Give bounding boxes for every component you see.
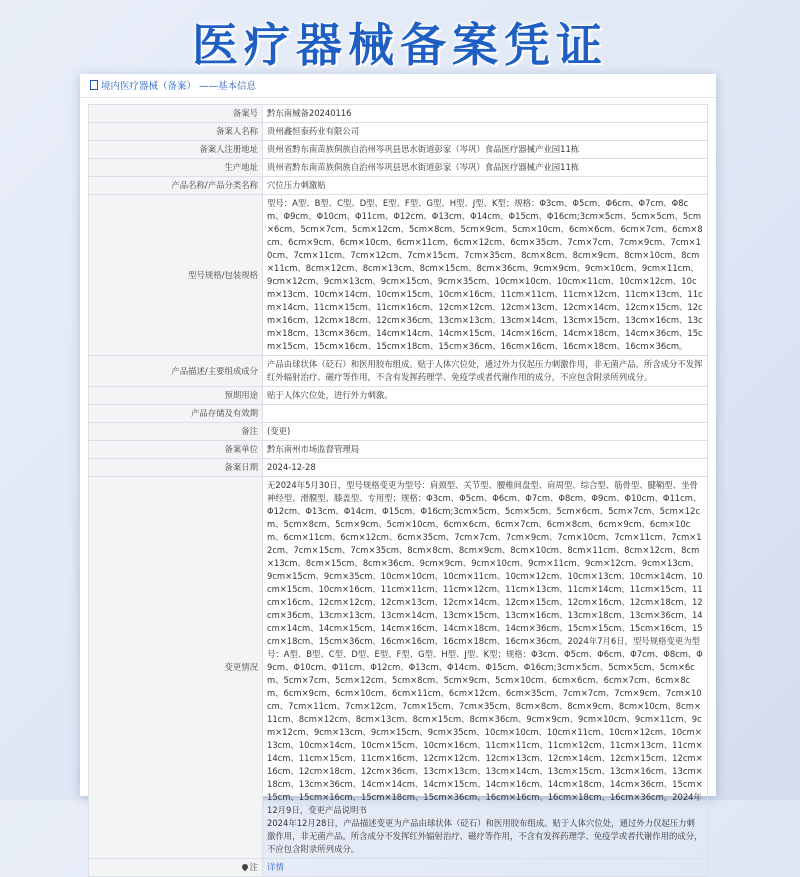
value-filing-date: 2024-12-28 <box>263 459 708 477</box>
value-filing-number: 黔东南械备20240116 <box>263 105 708 123</box>
value-production-address: 贵州省黔东南苗族侗族自治州岑巩县思水街道彭家（岑巩）食品医疗器械产业园11栋 <box>263 159 708 177</box>
label-change-history: 变更情况 <box>89 477 263 859</box>
breadcrumb-current: 基本信息 <box>218 81 257 92</box>
banner-title: 医疗器械备案凭证 <box>192 18 608 72</box>
label-note <box>89 859 263 877</box>
row-filing-authority <box>89 441 708 459</box>
value-filing-authority: 黔东南州市场监督管理局 <box>263 441 708 459</box>
row-note <box>89 859 708 877</box>
value-intended-use: 贴于人体穴位处，进行外力刺激。 <box>263 387 708 405</box>
details-link[interactable]: 详情 <box>267 862 284 872</box>
breadcrumb <box>80 74 716 98</box>
label-filer-name: 备案人名称 <box>89 123 263 141</box>
row-change-history <box>89 477 708 859</box>
value-note <box>263 859 708 877</box>
row-remarks <box>89 423 708 441</box>
value-registered-address: 贵州省黔东南苗族侗族自治州岑巩县思水街道彭家（岑巩）食品医疗器械产业园11栋 <box>263 141 708 159</box>
label-note-text: 注 <box>249 862 258 872</box>
value-model-spec: 型号：A型、B型、C型、D型、E型、F型、G型、H型、J型、K型；规格：Φ3cm、Φ5cm、Φ6cm、Φ7cm、Φ8cm、Φ9cm、Φ10cm、Φ11cm、Φ12cm、Φ13cm、Φ14cm、Φ15cm、Φ16cm;3cm×5cm、5cm×5cm、5cm×6cm、5cm×7cm、5cm×12cm、5cm×8cm、5cm×9cm、5cm×10cm、6cm×6cm、6cm×7cm、6cm×8cm、6cm×9cm、6cm×10cm、6cm×11cm、6cm×12cm、6cm×35cm、7cm×7cm、7cm×9cm、7cm×10cm、7cm×11cm、7cm×12cm、7cm×15cm、7cm×35cm、8cm×8cm、8cm×9cm、8cm×10cm、8cm×11cm、8cm×12cm、8cm×13cm、8cm×15cm、8cm×36cm、9cm×9cm、9cm×10cm、9cm×11cm、9cm×12cm、9cm×13cm、9cm×15cm、9cm×35cm、10cm×10cm、10cm×11cm、10cm×12cm、10cm×13cm、10cm×14cm、10cm×15cm、10cm×16cm、11cm×11cm、11cm×12cm、11cm×13cm、11cm×14cm、11cm×15cm、11cm×16cm、12cm×12cm、12cm×13cm、12cm×14cm、12cm×15cm、12cm×16cm、12cm×18cm、12cm×36cm、13cm×13cm、13cm×14cm、13cm×15cm、13cm×16cm、13cm×18cm、13cm×36cm、14cm×14cm、14cm×15cm、14cm×16cm、14cm×18cm、14cm×36cm、15cm×15cm、15cm×16cm、15cm×18cm、15cm×36cm、16cm×16cm、16cm×18cm、16cm×36cm。 <box>263 195 708 356</box>
label-production-address: 生产地址 <box>89 159 263 177</box>
label-intended-use: 预期用途 <box>89 387 263 405</box>
row-product-description <box>89 356 708 387</box>
row-registered-address <box>89 141 708 159</box>
document-icon <box>90 80 98 90</box>
label-remarks: 备注 <box>89 423 263 441</box>
row-model-spec <box>89 195 708 356</box>
breadcrumb-section-link[interactable]: 境内医疗器械（备案） <box>101 81 197 92</box>
label-filing-date: 备案日期 <box>89 459 263 477</box>
info-table <box>88 104 708 877</box>
row-filing-date <box>89 459 708 477</box>
label-model-spec: 型号规格/包装规格 <box>89 195 263 356</box>
label-filing-number: 备案号 <box>89 105 263 123</box>
label-product-description: 产品描述/主要组成成分 <box>89 356 263 387</box>
value-remarks: (变更) <box>263 423 708 441</box>
label-storage-validity: 产品存储及有效期 <box>89 405 263 423</box>
row-intended-use <box>89 387 708 405</box>
label-filing-authority: 备案单位 <box>89 441 263 459</box>
value-change-history: 无2024年5月30日，型号规格变更为型号：肩颈型、关节型、腰椎间盘型、肩周型、综合型、筋骨型、腱鞘型、坐骨神经型、滑膜型、膝盖型、专用型；规格：Φ3cm、Φ5cm、Φ6cm、Φ7cm、Φ8cm、Φ9cm、Φ10cm、Φ11cm、Φ12cm、Φ13cm、Φ14cm、Φ15cm、Φ16cm;3cm×5cm、5cm×5cm、5cm×6cm、5cm×7cm、5cm×12cm、5cm×8cm、5cm×9cm、5cm×10cm、6cm×6cm、6cm×7cm、6cm×8cm、6cm×9cm、6cm×10cm、6cm×11cm、6cm×12cm、6cm×35cm、7cm×7cm、7cm×9cm、7cm×10cm、7cm×11cm、7cm×12cm、7cm×15cm、7cm×35cm、8cm×8cm、8cm×9cm、8cm×10cm、8cm×11cm、8cm×12cm、8cm×13cm、8cm×15cm、8cm×36cm、9cm×9cm、9cm×10cm、9cm×11cm、9cm×12cm、9cm×13cm、9cm×15cm、9cm×35cm、10cm×10cm、10cm×11cm、10cm×12cm、10cm×13cm、10cm×14cm、10cm×15cm、10cm×16cm、11cm×11cm、11cm×12cm、11cm×13cm、11cm×14cm、11cm×15cm、11cm×16cm、12cm×12cm、12cm×13cm、12cm×14cm、12cm×15cm、12cm×16cm、12cm×18cm、12cm×36cm、13cm×13cm、13cm×14cm、13cm×15cm、13cm×16cm、13cm×18cm、13cm×36cm、14cm×14cm、14cm×15cm、14cm×16cm、14cm×18cm、14cm×36cm、15cm×15cm、15cm×16cm、15cm×18cm、15cm×36cm、16cm×16cm、16cm×18cm、16cm×36cm。2024年7月6日，型号规格变更为型号：A型、B型、C型、D型、E型、F型、G型、H型、J型、K型；规格：Φ3cm、Φ5cm、Φ6cm、Φ7cm、Φ8cm、Φ9cm、Φ10cm、Φ11cm、Φ12cm、Φ13cm、Φ14cm、Φ15cm、Φ16cm;3cm×5cm、5cm×5cm、5cm×6cm、5cm×7cm、5cm×12cm、5cm×8cm、5cm×9cm、5cm×10cm、6cm×6cm、6cm×7cm、6cm×8cm、6cm×9cm、6cm×10cm、6cm×11cm、6cm×12cm、6cm×35cm、7cm×7cm、7cm×9cm、7cm×10cm、7cm×11cm、7cm×12cm、7cm×15cm、7cm×35cm、8cm×8cm、8cm×9cm、8cm×10cm、8cm×11cm、8cm×12cm、8cm×13cm、8cm×15cm、8cm×36cm、9cm×9cm、9cm×10cm、9cm×11cm、9cm×12cm、9cm×13cm、9cm×15cm、9cm×35cm、10cm×10cm、10cm×11cm、10cm×12cm、10cm×13cm、10cm×14cm、10cm×15cm、10cm×16cm、11cm×11cm、11cm×12cm、11cm×13cm、11cm×14cm、11cm×15cm、11cm×16cm、12cm×12cm、12cm×13cm、12cm×14cm、12cm×15cm、12cm×16cm、12cm×18cm、12cm×36cm、13cm×13cm、13cm×14cm、13cm×15cm、13cm×16cm、13cm×18cm、13cm×36cm、14cm×14cm、14cm×15cm、14cm×16cm、14cm×18cm、14cm×36cm、15cm×15cm、15cm×16cm、15cm×18cm、15cm×36cm、16cm×16cm、16cm×18cm、16cm×36cm。2024年12月9日，变更产品说明书 2024年12月28日，产品描述变更为产品由球状体（砭石）和医用胶布组成。贴于人体穴位处，通过外力仅起压力刺激作用，非无菌产品。所含成分不发挥红外辐射治疗、磁疗等作用，不含有发挥药理学、免疫学或者代谢作用的成分，不应包含附录所列成分。 <box>263 477 708 859</box>
value-product-description: 产品由球状体（砭石）和医用胶布组成。贴于人体穴位处，通过外力仅起压力刺激作用，非无菌产品。所含成分不发挥红外辐射治疗、磁疗等作用，不含有发挥药理学、免疫学或者代谢作用的成分，不应包含附录所列成分。 <box>263 356 708 387</box>
row-production-address <box>89 159 708 177</box>
row-filer-name <box>89 123 708 141</box>
row-product-name <box>89 177 708 195</box>
label-product-name: 产品名称/产品分类名称 <box>89 177 263 195</box>
value-filer-name: 贵州鑫恒泰药业有限公司 <box>263 123 708 141</box>
pin-icon <box>240 863 248 871</box>
record-page <box>80 74 716 872</box>
row-filing-number <box>89 105 708 123</box>
breadcrumb-separator: —— <box>199 81 219 92</box>
value-product-name: 穴位压力刺激贴 <box>263 177 708 195</box>
row-storage-validity <box>89 405 708 423</box>
info-table-wrap <box>80 98 716 877</box>
label-registered-address: 备案人注册地址 <box>89 141 263 159</box>
value-storage-validity <box>263 405 708 423</box>
